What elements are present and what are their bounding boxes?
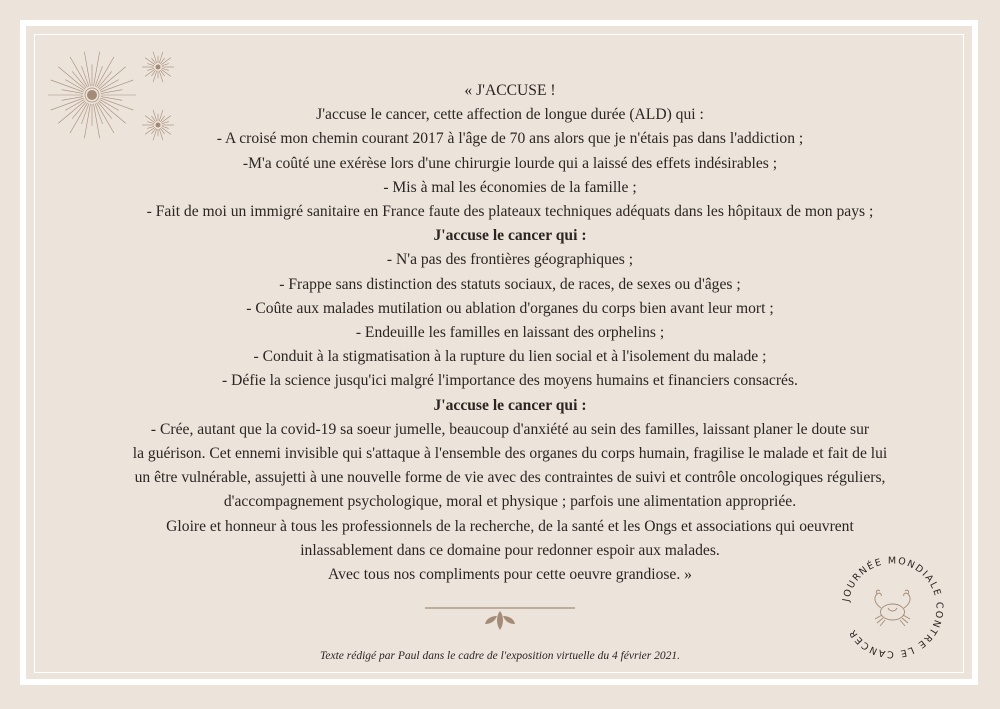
letter-intro: J'accuse le cancer, cette affection de longue durée (ALD) qui : bbox=[316, 106, 704, 124]
accusation-item: - Défie la science jusqu'ici malgré l'importance des moyens humains et financiers consacrés. bbox=[222, 372, 798, 390]
accusation-item: - Coûte aux malades mutilation ou ablation d'organes du corps bien avant leur mort ; bbox=[246, 299, 774, 317]
accusation-item: - Frappe sans distinction des statuts sociaux, de races, de sexes ou d'âges ; bbox=[279, 275, 741, 293]
letter-body bbox=[70, 79, 950, 587]
closing-line: inlassablement dans ce domaine pour redonner espoir aux malades. bbox=[300, 541, 720, 559]
paragraph-line: d'accompagnement psychologique, moral et physique ; parfois une alimentation appropriée. bbox=[223, 493, 797, 511]
badge-text: JOURNÉE MONDIALE CONTRE LE CANCER bbox=[840, 555, 945, 660]
world-cancer-day-badge bbox=[835, 550, 950, 665]
paragraph-line: la guérison. Cet ennemi invisible qui s'attaque à l'ensemble des organes du corps humain, fragilise le malade et fait de lui bbox=[132, 445, 888, 463]
crab-icon bbox=[875, 590, 910, 626]
svg-text:JOURNÉE MONDIALE CONTRE LE CAN bbox=[841, 555, 945, 659]
divider-ornament-icon bbox=[425, 598, 575, 632]
paragraph-line: un être vulnérable, assujetti à une nouvelle forme de vie avec des contraintes de suivi et contrôle oncologiques réguliers, bbox=[134, 469, 886, 487]
paragraph-line: - Crée, autant que la covid-19 sa soeur jumelle, beaucoup d'anxiété au sein des familles, laissant planer le doute sur bbox=[150, 420, 870, 438]
accusation-item: - N'a pas des frontières géographiques ; bbox=[386, 251, 634, 269]
credit-text: Texte rédigé par Paul dans le cadre de l'exposition virtuelle du 4 février 2021. bbox=[320, 650, 680, 662]
accusation-item: - Conduit à la stigmatisation à la rupture du lien social et à l'isolement du malade ; bbox=[253, 348, 767, 366]
accusation-item: - Mis à mal les économies de la famille ; bbox=[383, 178, 637, 196]
letter-title: « J'ACCUSE ! bbox=[464, 82, 556, 99]
accusation-item: - Endeuille les familles en laissant des orphelins ; bbox=[355, 324, 665, 342]
closing-line: Avec tous nos compliments pour cette oeuvre grandiose. » bbox=[328, 566, 692, 584]
section-heading: J'accuse le cancer qui : bbox=[433, 396, 587, 414]
accusation-item: - A croisé mon chemin courant 2017 à l'âge de 70 ans alors que je n'étais pas dans l'addiction ; bbox=[216, 130, 804, 148]
accusation-item: - Fait de moi un immigré sanitaire en France faute des plateaux techniques adéquats dans les hôpitaux de mon pays ; bbox=[146, 203, 874, 221]
closing-line: Gloire et honneur à tous les professionnels de la recherche, de la santé et les Ongs et associations qui oeuvrent bbox=[166, 517, 854, 535]
section-heading: J'accuse le cancer qui : bbox=[433, 227, 587, 245]
accusation-item: -M'a coûté une exérèse lors d'une chirurgie lourde qui a laissé des effets indésirables ; bbox=[242, 154, 778, 172]
